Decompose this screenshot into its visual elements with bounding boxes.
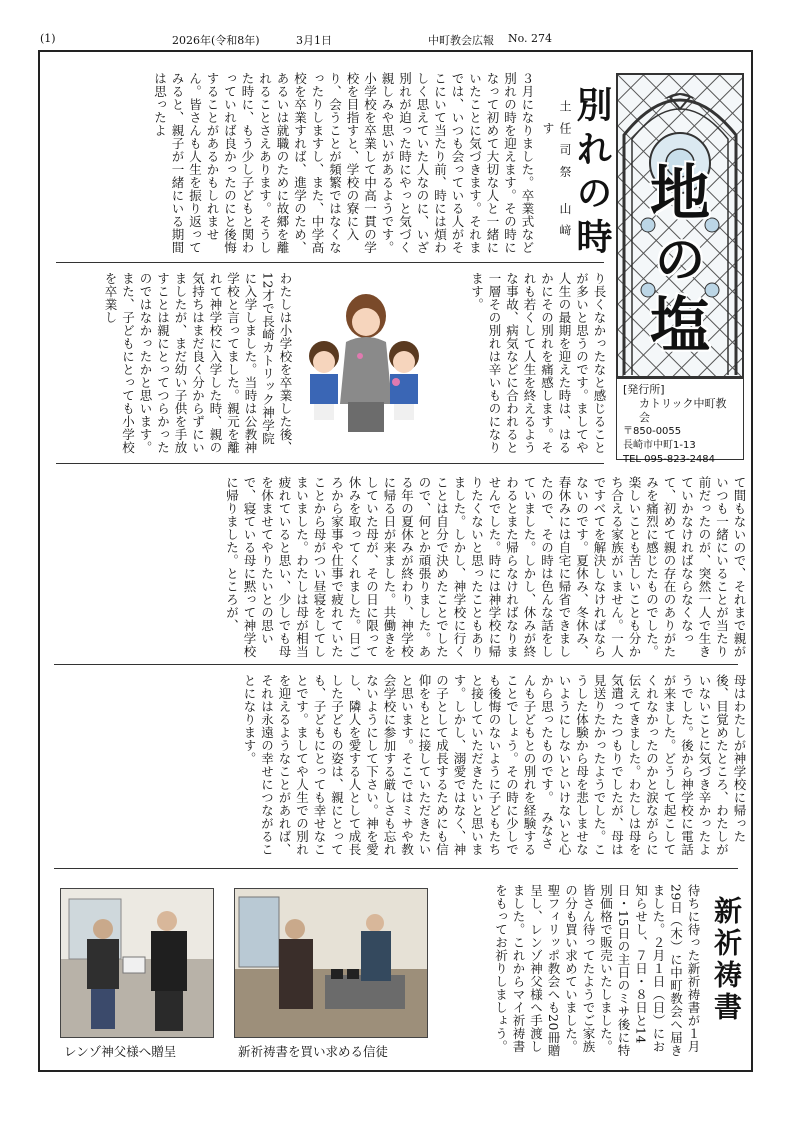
publisher-tel: TEL 095-823-2484 [623,454,716,465]
article-title: 別れの時 [571,86,612,262]
masthead-char-3: 塩 [650,291,710,361]
page-number: (1) [40,32,56,45]
article-col-4: て間もないので、それまで親がいつも一緒にいることが当たり前だったのが、突然一人で生きていかなければならなくなって、初めて親の存在のありがたみを痛烈に感じたものでした。楽しいことも苦しいことも分かち合える家族がいません。一人ですべてを解決しなければならないのです。夏休み、冬休み、春休みには自宅に帰省できましたので、その時は色んな話をしていました。しかし、休みが終わるとまた帰らなければなりませんでした。時には神学校に帰りたくないと思ったこともありました。しかし、神学校に行くことは自分で決めたことでしたので、何とか頑張りました。ある年の夏休みが終わり、神学校に帰る日が来ました。共働きをしていた母が、その日に限って休みを取ってくれました。日ごろから家事や仕事で疲れていたことから母がつい昼寝をしてしまいました。わたしは母が相当疲れていると思い、少しでも母を休ませてやりたいとの思いで、寝ている母に黙って神学校に帰りました。ところが、 [224,476,747,658]
photo-presentation [60,888,214,1038]
photo-caption-1: レンゾ神父様へ贈呈 [64,1044,177,1059]
masthead-char-1: 地 [650,159,710,229]
photo-buyers [234,888,428,1038]
publisher-postal: 〒850-0055 [623,426,682,437]
prayer-book-body: 待ちに待った新祈祷書が１月29日（木）に中町教会へ届きました。２月１日（日）にお知らせし、７日・８日と14日・15日の主日のミサ後に特別価格で販売いたしました。皆さん待ってたようでご家族の分も買い求めていました。聖フィリッポ教会へも20冊贈呈し、レンゾ神父様へ手渡しました。これからマイ祈祷書をもってお祈りしましょう。 [493,884,701,1057]
masthead [616,73,744,378]
divider-1 [56,262,604,263]
issue-number: No. 274 [508,32,553,45]
issue-date-day: 3月1日 [296,34,332,47]
prayer-book-title: 新祈祷書 [710,896,743,1024]
issue-date-year: 2026年(令和8年) [172,34,260,47]
family-illustration [300,282,430,442]
publisher-label: [発行所] [623,383,665,396]
article-col-3: わたしは小学校を卒業した後、12才で長崎カトリック神学院に入学しました。当時は公教神学校と言ってました。親元を離れて神学校に入学した時、親の気持ちはまだ良く分からずにいましたが、まだ幼い子供を手放すことは親にとってつらかったのではなかったかと思います。また、子どもにとっても小学校を卒業し [103,272,293,454]
publisher-address: 長崎市中町1-13 [623,440,696,451]
newsletter-name: 中町教会広報 [428,34,494,47]
article-col-2: り長くなかったなと感じることが多いと思うのです。ましてや人生の最期を迎えた時は、はるかにその別れを痛感します。それも若くして人生を終えるような事故、病気などに合われると一層その別れは辛いものになります。 [469,272,607,454]
divider-4 [54,868,738,869]
photo-caption-2: 新祈祷書を買い求める信徒 [238,1044,389,1059]
article-author: 土 任 司 祭 山 﨑 す [541,100,572,240]
article-col-5: 母はわたしが神学校に帰った後、目覚めたところ、わたしがいないことに気づき辛かったようでした。後から神学校に電話が来ました。どうして起こしてくれなかったのかと涙ながらに伝えてきました。わたしは母を気遣ったつもりでしたが、母は見送りたかったようでした。こうした体験から母を悲しませないようにしないといけないと心から思ったものです。 みなさんも子どもとの別れを経験することでしょう。その時に少しでも後悔のないように子どもたちと接していただきたいと思います。しかし、溺愛ではなく、神の子として成長するためにも信仰をもとに接していただきたいと思います。そこではミサや教会学校に参加する厳しさも忘れないようにして下さい。神を愛し、隣人を愛する人として成長した子どもの姿は、親にとっても、子どもにとっても幸せなことです。ましてや人生での別れを迎えるようなことがあれば、それは永遠の幸せにつながることになります。 [242,674,747,856]
divider-3 [54,664,738,665]
publisher-box [616,378,744,465]
masthead-title [618,161,742,359]
divider-2 [56,463,604,464]
article-col-1: ３月になりました。卒業式など別れの時を迎えます。その時になって初めて大切な人と一緒にいたことに気づきます。それまでは、いつも会っている人がそこにいて当たり前、時には煩わしく思えていた人なのに、いざ別れが迫った時にやっと気づく親しみや思いがあるようです。小学校を卒業して中高一貫の学校を目指すと、学校の寮に入り、会うことが頻繁ではなくなったりしますし、また、中学高校を卒業すれば、進学のため、あるいは就職のために故郷を離れることさえあります。そうした時に、もう少し子どもと関わっていれば良かったのにと後悔することがあるかもしれません。皆さんも人生を振り返ってみると、親子が一緒にいる期間は思ったよ [152,72,535,254]
masthead-char-2: の [655,230,705,289]
publisher-name: カトリック中町教会 [639,397,727,424]
